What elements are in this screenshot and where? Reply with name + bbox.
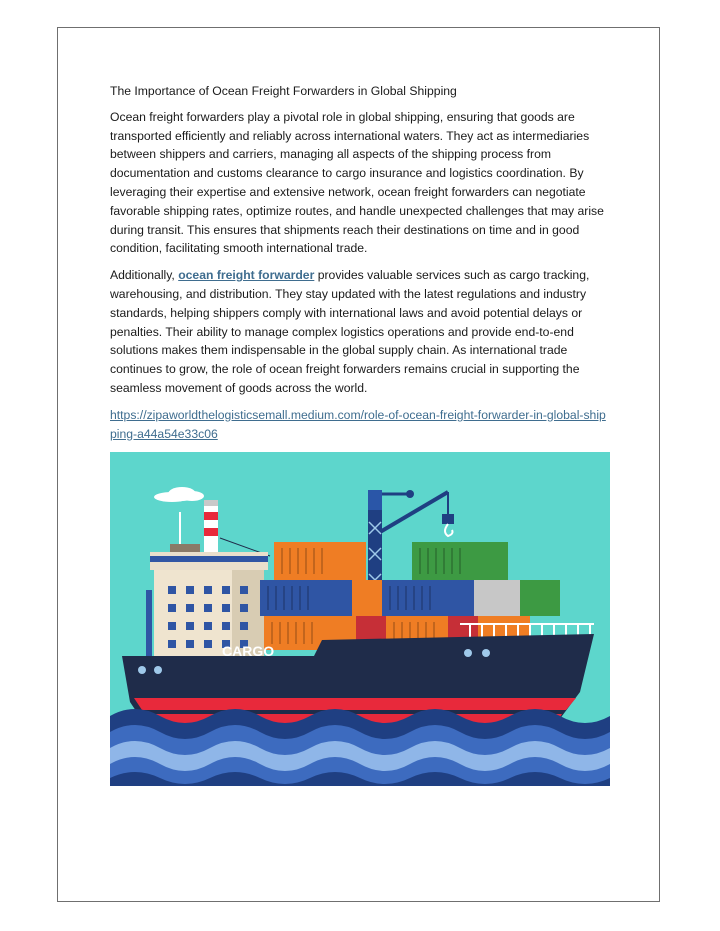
document-page <box>57 27 660 902</box>
container <box>474 542 508 580</box>
container <box>382 580 444 616</box>
container <box>352 580 382 616</box>
container <box>520 580 560 616</box>
container <box>412 542 474 580</box>
ocean-freight-forwarder-link[interactable]: ocean freight forwarder <box>178 268 315 283</box>
source-url-link[interactable]: https://zipaworldthelogisticsemall.medium.com/role-of-ocean-freight-forwarder-in-global-shipping-a44a54e33c06 <box>110 407 606 441</box>
paragraph-services-prefix: Additionally, <box>110 268 179 283</box>
container <box>444 580 474 616</box>
container <box>336 542 366 580</box>
cargo-ship-illustration <box>110 452 610 786</box>
document-title: The Importance of Ocean Freight Forwarders in Global Shipping <box>110 84 457 98</box>
paragraph-services-rest: provides valuable services such as cargo tracking, warehousing, and distribution. They stay updated with the latest regulations and industry standards, helping shippers comply with international laws and avoid potential delays or penalties. Their ability to manage complex logistics operations and provide end-to-end solutions makes them indispensable in the global supply chain. As international trade continues to grow, the role of ocean freight forwarders remains crucial in supporting the seamless movement of goods across the world. <box>110 268 590 395</box>
paragraph-intro: Ocean freight forwarders play a pivotal role in global shipping, ensuring that goods are transported efficiently and reliably across international waters. They act as intermediaries between shippers and carriers, managing all aspects of the shipping process from documentation and customs clearance to cargo insurance and logistics coordination. By leveraging their expertise and extensive network, ocean freight forwarders can negotiate favorable shipping rates, optimize routes, and handle unexpected challenges that may arise during transit. This ensures that shipments reach their destinations on time and in good condition, facilitating smooth international trade. <box>110 109 604 256</box>
ship-label: CARGO <box>222 643 275 659</box>
container <box>260 580 322 616</box>
container <box>322 580 352 616</box>
container <box>474 580 520 616</box>
container <box>274 542 336 580</box>
document-body <box>110 82 610 443</box>
paragraph-services <box>110 266 610 398</box>
